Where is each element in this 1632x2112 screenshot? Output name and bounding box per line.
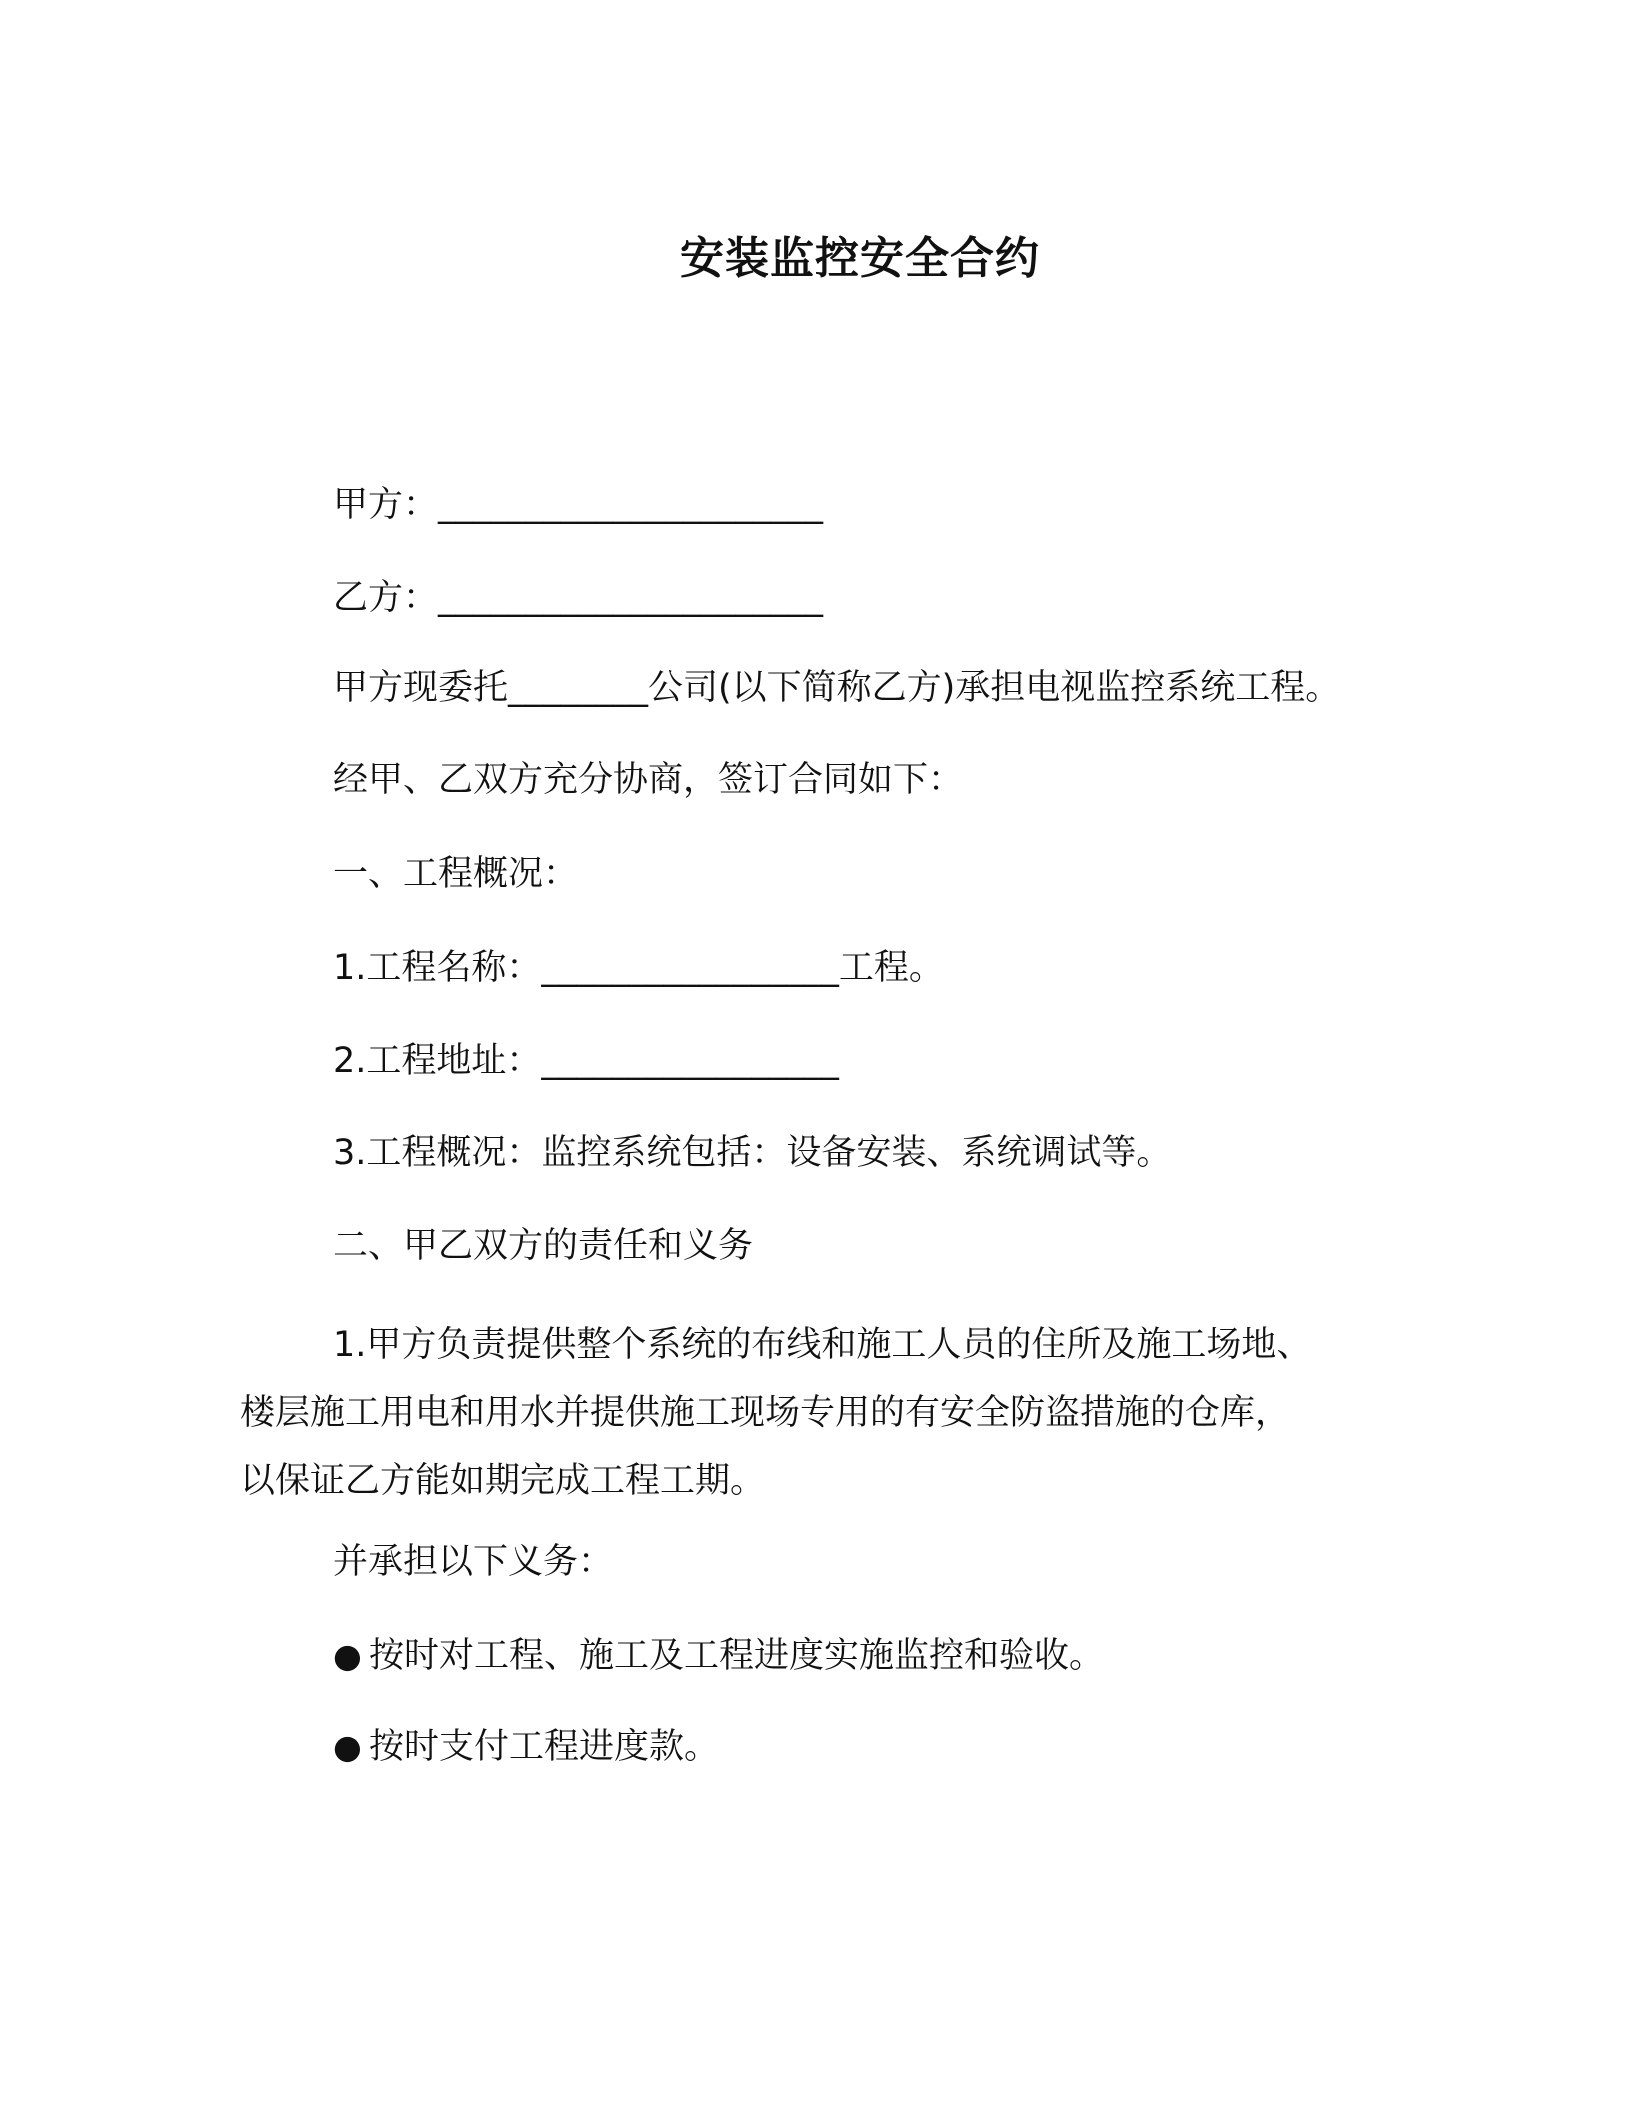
duty-paragraph <box>240 1311 1400 1515</box>
agreement-line: 经甲、乙双方充分协商，签订合同如下： <box>333 760 964 800</box>
project-name-line: 1.工程名称：_________________工程。 <box>333 948 944 988</box>
bullet-item-1 <box>333 1631 1104 1681</box>
section2-title: 二、甲乙双方的责任和义务 <box>333 1226 754 1266</box>
party-a-line: 甲方：______________________ <box>333 485 824 525</box>
bullet-icon: ● <box>333 1727 362 1766</box>
duty-paragraph-line-1-text: 1.甲方负责提供整个系统的布线和施工人员的住所及施工场地、 <box>333 1325 1312 1365</box>
duty-paragraph-line-2: 楼层施工用电和用水并提供施工现场专用的有安全防盗措施的仓库， <box>240 1393 1291 1433</box>
duty-paragraph-line-3: 以保证乙方能如期完成工程工期。 <box>240 1461 766 1501</box>
also-undertake-line: 并承担以下义务： <box>333 1542 614 1582</box>
bullet-item-2-text: 按时支付工程进度款。 <box>369 1727 720 1767</box>
project-address-line: 2.工程地址：_________________ <box>333 1041 839 1081</box>
section1-title: 一、工程概况： <box>333 854 579 894</box>
duty-paragraph-line-1 <box>240 1311 1400 1379</box>
bullet-item-2 <box>333 1722 719 1772</box>
document-title: 安装监控安全合约 <box>680 233 1040 284</box>
bullet-item-1-text: 按时对工程、施工及工程进度实施监控和验收。 <box>369 1636 1105 1676</box>
entrustment-line: 甲方现委托________公司(以下简称乙方)承担电视监控系统工程。 <box>333 668 1341 708</box>
project-overview-line: 3.工程概况：监控系统包括：设备安装、系统调试等。 <box>333 1133 1172 1173</box>
party-b-line: 乙方：______________________ <box>333 578 824 618</box>
bullet-icon: ● <box>333 1636 362 1675</box>
